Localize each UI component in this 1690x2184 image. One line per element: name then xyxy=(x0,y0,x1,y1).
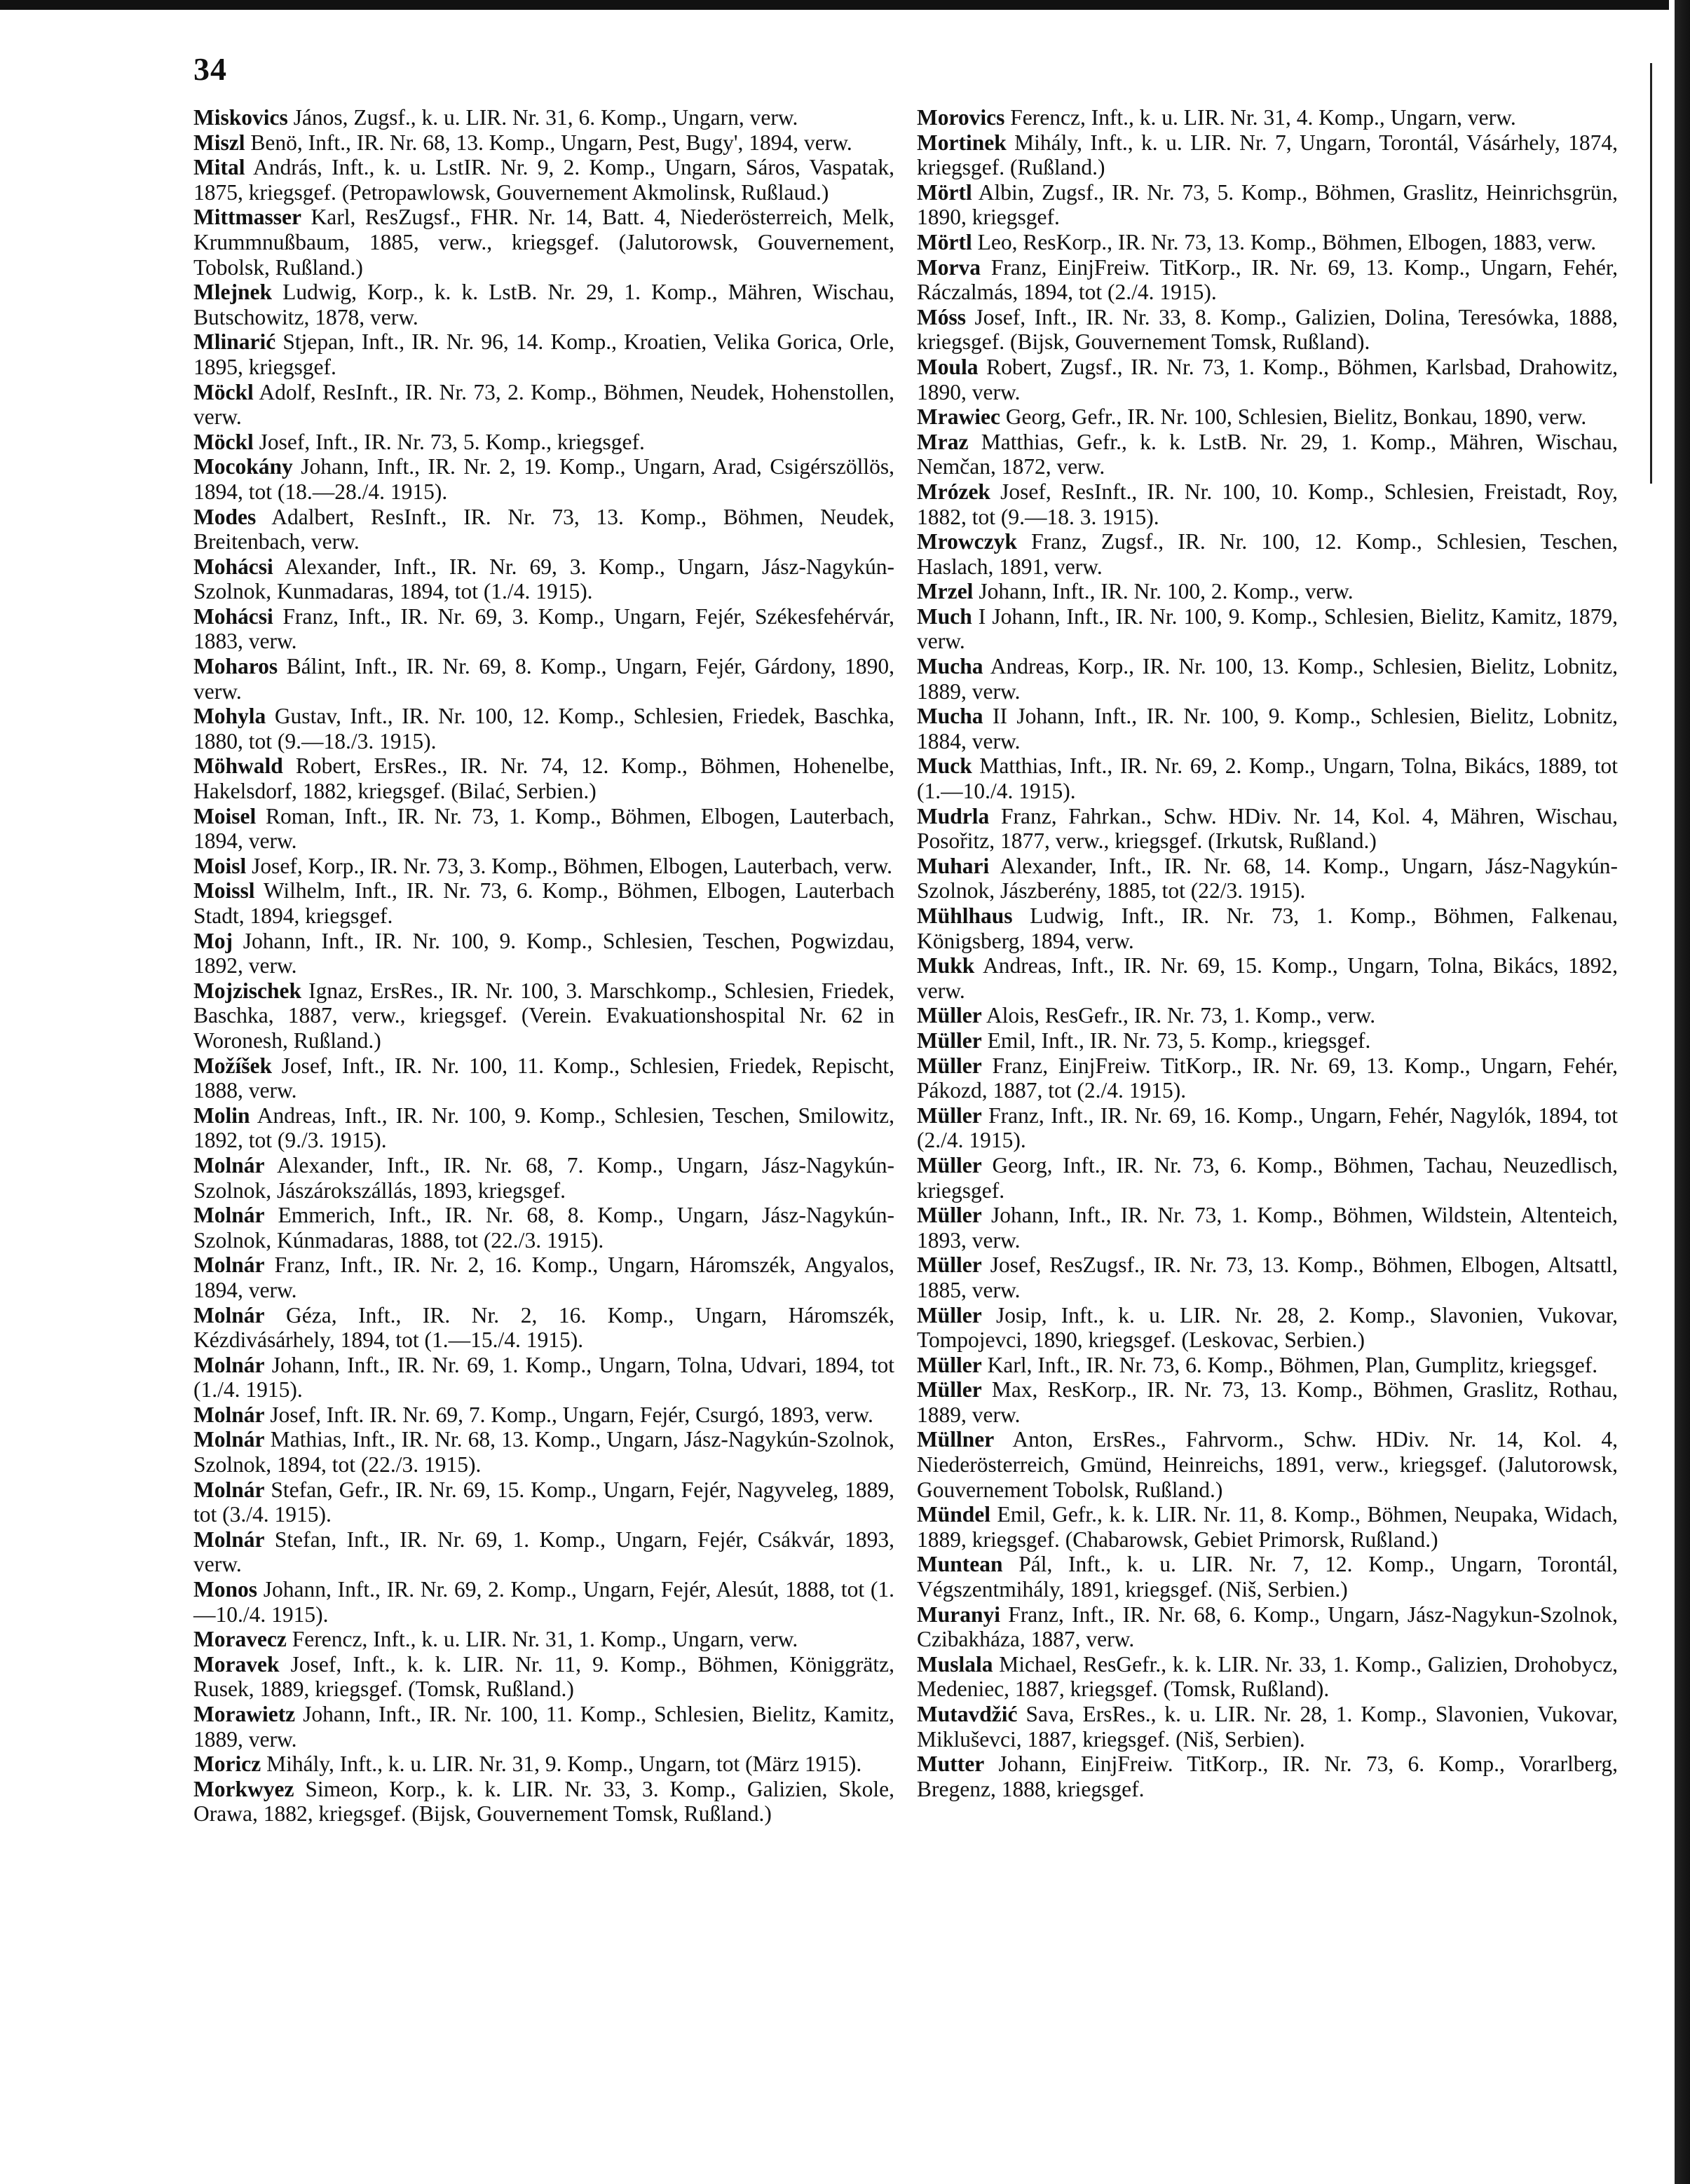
entry-surname: Moravecz xyxy=(193,1627,287,1652)
entry-surname: Móss xyxy=(917,304,966,329)
scan-border-right xyxy=(1669,0,1690,2184)
list-entry xyxy=(193,430,894,455)
entry-surname: Morawietz xyxy=(193,1702,296,1726)
entry-surname: Moissl xyxy=(193,878,255,903)
entry-surname: Mrzel xyxy=(917,579,974,604)
list-entry xyxy=(917,1003,1618,1028)
list-entry xyxy=(917,230,1618,255)
entry-details: II Johann, Inft., IR. Nr. 100, 9. Komp., Schlesien, Bielitz, Lobnitz, 1884, verw. xyxy=(917,704,1619,753)
entry-surname: Mrawiec xyxy=(917,404,1000,430)
entry-details: Ferencz, Inft., k. u. LIR. Nr. 31, 1. Komp., Ungarn, verw. xyxy=(292,1627,798,1652)
entry-details: Max, ResKorp., IR. Nr. 73, 13. Komp., Böhmen, Graslitz, Rothau, 1889, verw. xyxy=(917,1377,1619,1427)
entry-details: Mihály, Inft., k. u. LIR. Nr. 31, 9. Komp., Ungarn, tot (März 1915). xyxy=(266,1752,862,1777)
entry-details: Johann, EinjFreiw. TitKorp., IR. Nr. 73, 6. Komp., Vorarlberg, Bregenz, 1888, kriegsgef. xyxy=(917,1752,1619,1801)
entry-surname: Mühlhaus xyxy=(917,903,1013,928)
entry-surname: Mukk xyxy=(917,953,975,978)
entry-details: Wilhelm, Inft., IR. Nr. 73, 6. Komp., Böhmen, Elbogen, Lauterbach Stadt, 1894, kriegsgef. xyxy=(193,878,894,928)
entry-details: Johann, Inft., IR. Nr. 69, 1. Komp., Ungarn, Tolna, Udvari, 1894, tot (1./4. 1915). xyxy=(193,1352,894,1402)
entry-details: Robert, Zugsf., IR. Nr. 73, 1. Komp., Böhmen, Karlsbad, Drahowitz, 1890, verw. xyxy=(917,354,1618,404)
entry-details: Simeon, Korp., k. k. LIR. Nr. 33, 3. Komp., Galizien, Skole, Orawa, 1882, kriegsgef. (Bijsk, Gouvernement Tomsk, Rußland.) xyxy=(193,1776,895,1827)
entry-details: Robert, ErsRes., IR. Nr. 74, 12. Komp., Böhmen, Hohenelbe, Hakelsdorf, 1882, kriegsgef. (Bilać, Serbien.) xyxy=(193,753,894,804)
entry-surname: Müller xyxy=(917,1152,982,1178)
entry-details: Emil, Gefr., k. k. LIR. Nr. 11, 8. Komp., Böhmen, Neupaka, Widach, 1889, kriegsgef. (Chabarowsk, Gebiet Primorsk, Rußland.) xyxy=(917,1502,1619,1552)
list-entry xyxy=(917,1353,1618,1378)
entry-details: I Johann, Inft., IR. Nr. 100, 9. Komp., Schlesien, Bielitz, Kamitz, 1879, verw. xyxy=(917,603,1618,654)
list-entry xyxy=(193,854,894,879)
list-entry xyxy=(193,554,894,604)
entry-surname: Mucha xyxy=(917,704,983,729)
entry-details: Alexander, Inft., IR. Nr. 68, 14. Komp., Ungarn, Jász-Nagykún-Szolnok, Jászberény, 1885, tot (22/3. 1915). xyxy=(917,853,1619,903)
entry-surname: Moula xyxy=(917,354,979,379)
list-entry xyxy=(917,1103,1618,1153)
list-entry xyxy=(193,454,894,504)
entry-surname: Mital xyxy=(193,155,245,180)
entry-details: Emil, Inft., IR. Nr. 73, 5. Komp., kriegsgef. xyxy=(987,1028,1371,1053)
entry-surname: Mraz xyxy=(917,429,969,454)
list-entry xyxy=(917,604,1618,654)
entry-surname: Moharos xyxy=(193,654,278,679)
entry-surname: Molin xyxy=(193,1103,250,1128)
entry-details: Alois, ResGefr., IR. Nr. 73, 1. Komp., verw. xyxy=(986,1003,1376,1028)
list-entry xyxy=(193,505,894,554)
list-entry xyxy=(193,1627,894,1652)
list-entry xyxy=(193,205,894,280)
list-entry xyxy=(917,953,1618,1003)
entry-details: Josef, Inft., IR. Nr. 100, 11. Komp., Schlesien, Friedek, Repischt, 1888, verw. xyxy=(193,1053,895,1103)
entry-details: Ludwig, Inft., IR. Nr. 73, 1. Komp., Böhmen, Falkenau, Königsberg, 1894, verw. xyxy=(917,903,1619,953)
list-entry xyxy=(193,1777,894,1827)
page-curl-line xyxy=(1650,63,1662,484)
entry-surname: Monos xyxy=(193,1577,258,1602)
list-entry xyxy=(917,255,1618,305)
list-entry xyxy=(917,1377,1618,1427)
entry-surname: Mohácsi xyxy=(193,603,273,629)
entry-surname: Miskovics xyxy=(193,105,288,130)
list-entry xyxy=(917,1028,1618,1053)
list-entry xyxy=(917,903,1618,953)
entry-details: Albin, Zugsf., IR. Nr. 73, 5. Komp., Böhmen, Graslitz, Heinrichsgrün, 1890, kriegsgef. xyxy=(917,179,1618,230)
list-entry xyxy=(917,1203,1618,1253)
left-column xyxy=(193,105,894,1827)
entry-details: Franz, EinjFreiw. TitKorp., IR. Nr. 69, 13. Komp., Ungarn, Fehér, Pákozd, 1887, tot (2./4. 1915). xyxy=(917,1053,1618,1103)
entry-surname: Much xyxy=(917,603,972,629)
entry-surname: Müller xyxy=(917,1377,982,1402)
entry-details: Pál, Inft., k. u. LIR. Nr. 7, 12. Komp., Ungarn, Torontál, Végszentmihály, 1891, kriegsgef. (Niš, Serbien.) xyxy=(917,1552,1618,1602)
entry-surname: Möckl xyxy=(193,429,254,454)
entry-surname: Moisel xyxy=(193,803,257,828)
list-entry xyxy=(193,1203,894,1253)
entry-surname: Mrowczyk xyxy=(917,529,1017,554)
entry-surname: Mörtl xyxy=(917,229,972,254)
entry-details: Alexander, Inft., IR. Nr. 69, 3. Komp., Ungarn, Jász-Nagykún-Szolnok, Kunmadaras, 1894, tot (1./4. 1915). xyxy=(193,554,895,604)
entry-surname: Molnár xyxy=(193,1253,265,1278)
entry-details: Georg, Inft., IR. Nr. 73, 6. Komp., Böhmen, Tachau, Neuzedlisch, kriegsgef. xyxy=(917,1152,1618,1203)
entry-details: Franz, Inft., IR. Nr. 69, 3. Komp., Ungarn, Fejér, Székesfehérvár, 1883, verw. xyxy=(193,603,894,654)
entry-surname: Möhwald xyxy=(193,753,283,779)
entry-surname: Miszl xyxy=(193,130,245,155)
list-entry xyxy=(917,1752,1618,1801)
list-entry xyxy=(917,854,1618,903)
entry-surname: Müllner xyxy=(917,1427,995,1452)
list-entry xyxy=(193,1577,894,1627)
entry-details: János, Zugsf., k. u. LIR. Nr. 31, 6. Komp., Ungarn, verw. xyxy=(293,105,798,130)
entry-surname: Möckl xyxy=(193,379,254,404)
entry-surname: Müller xyxy=(917,1352,982,1377)
list-entry xyxy=(917,804,1618,854)
entry-details: Johann, Inft., IR. Nr. 100, 11. Komp., Schlesien, Bielitz, Kamitz, 1889, verw. xyxy=(193,1702,894,1752)
entry-details: Andreas, Inft., IR. Nr. 100, 9. Komp., Schlesien, Teschen, Smilowitz, 1892, tot (9./3. 1915). xyxy=(193,1103,894,1153)
entry-details: Andreas, Korp., IR. Nr. 100, 13. Komp., Schlesien, Bielitz, Lobnitz, 1889, verw. xyxy=(917,654,1618,704)
list-entry xyxy=(193,1702,894,1752)
entry-details: Anton, ErsRes., Fahrvorm., Schw. HDiv. Nr. 14, Kol. 4, Niederösterreich, Gmünd, Heinreichs, 1891, verw., kriegsgef. (Jalutorowsk, Gouvernement Tobolsk, Rußland.) xyxy=(917,1427,1618,1502)
entry-details: Géza, Inft., IR. Nr. 2, 16. Komp., Ungarn, Háromszék, Kézdivásárhely, 1894, tot (1.—15./4. 1915). xyxy=(193,1302,895,1353)
list-entry xyxy=(917,1552,1618,1602)
list-entry xyxy=(193,978,894,1053)
entry-details: Michael, ResGefr., k. k. LIR. Nr. 33, 1. Komp., Galizien, Drohobycz, Medeniec, 1887, kriegsgef. (Tomsk, Rußland). xyxy=(917,1651,1619,1702)
entry-surname: Mucha xyxy=(917,654,983,679)
list-entry xyxy=(917,704,1618,753)
entry-surname: Muntean xyxy=(917,1552,1003,1577)
list-entry xyxy=(917,579,1618,604)
list-entry xyxy=(917,1602,1618,1652)
list-entry xyxy=(917,404,1618,430)
list-entry xyxy=(917,355,1618,404)
entry-surname: Molnár xyxy=(193,1152,265,1178)
entry-surname: Mohyla xyxy=(193,704,266,729)
list-entry xyxy=(193,1752,894,1777)
list-entry xyxy=(917,753,1618,803)
entry-surname: Müller xyxy=(917,1203,982,1228)
entry-surname: Molnár xyxy=(193,1427,265,1452)
list-entry xyxy=(193,654,894,704)
entry-details: Josef, Inft., k. k. LIR. Nr. 11, 9. Komp., Böhmen, Königgrätz, Rusek, 1889, kriegsgef. (Tomsk, Rußland.) xyxy=(193,1651,895,1702)
entry-surname: Mortinek xyxy=(917,130,1007,155)
list-entry xyxy=(193,329,894,379)
entry-details: Franz, Fahrkan., Schw. HDiv. Nr. 14, Kol. 4, Mähren, Wischau, Posořitz, 1877, verw., kriegsgef. (Irkutsk, Rußland.) xyxy=(917,803,1619,854)
list-entry xyxy=(193,155,894,205)
entry-surname: Mutter xyxy=(917,1752,985,1777)
entry-surname: Mlejnek xyxy=(193,280,272,305)
entry-details: Emmerich, Inft., IR. Nr. 68, 8. Komp., Ungarn, Jász-Nagykún-Szolnok, Kúnmadaras, 1888, tot (22./3. 1915). xyxy=(193,1203,894,1253)
entry-surname: Muslala xyxy=(917,1651,993,1677)
entry-details: Stefan, Inft., IR. Nr. 69, 1. Komp., Ungarn, Fejér, Csákvár, 1893, verw. xyxy=(193,1527,894,1577)
list-entry xyxy=(193,804,894,854)
entry-details: Josef, Inft., IR. Nr. 73, 5. Komp., kriegsgef. xyxy=(259,429,645,454)
entry-surname: Muhari xyxy=(917,853,990,878)
list-entry xyxy=(917,130,1618,180)
entry-details: Ignaz, ErsRes., IR. Nr. 100, 3. Marschkomp., Schlesien, Friedek, Baschka, 1887, verw., kriegsgef. (Verein. Evakuationshospital Nr. 62 in Woronesh, Rußland.) xyxy=(193,978,894,1053)
list-entry xyxy=(193,1103,894,1153)
entry-details: Mihály, Inft., k. u. LIR. Nr. 7, Ungarn, Torontál, Vásárhely, 1874, kriegsgef. (Rußland.) xyxy=(917,130,1618,180)
list-entry xyxy=(917,1502,1618,1552)
list-entry xyxy=(917,1652,1618,1702)
entry-surname: Moj xyxy=(193,928,233,953)
entry-surname: Mörtl xyxy=(917,179,972,205)
list-entry xyxy=(193,1303,894,1353)
entry-surname: Moricz xyxy=(193,1752,261,1777)
entry-surname: Morva xyxy=(917,254,981,280)
list-entry xyxy=(917,654,1618,704)
entry-surname: Mudrla xyxy=(917,803,990,828)
entry-details: Josef, Inft., IR. Nr. 33, 8. Komp., Galizien, Dolina, Teresówka, 1888, kriegsgef. (Bijsk, Gouvernement Tomsk, Rußland). xyxy=(917,304,1619,355)
list-entry xyxy=(193,130,894,156)
entry-details: Franz, Inft., IR. Nr. 2, 16. Komp., Ungarn, Háromszék, Angyalos, 1894, verw. xyxy=(193,1253,894,1302)
list-entry xyxy=(917,1303,1618,1353)
entry-details: Benö, Inft., IR. Nr. 68, 13. Komp., Ungarn, Pest, Bugy', 1894, verw. xyxy=(250,130,852,155)
entry-details: Johann, Inft., IR. Nr. 2, 19. Komp., Ungarn, Arad, Csigérszöllös, 1894, tot (18.—28./4. 1915). xyxy=(193,454,895,504)
list-entry xyxy=(193,380,894,430)
entry-surname: Mohácsi xyxy=(193,554,273,579)
list-entry xyxy=(917,1427,1618,1502)
entry-surname: Morovics xyxy=(917,105,1005,130)
entry-details: Franz, Inft., IR. Nr. 69, 16. Komp., Ungarn, Fehér, Nagylók, 1894, tot (2./4. 1915). xyxy=(917,1103,1619,1153)
list-entry xyxy=(193,878,894,928)
list-entry xyxy=(193,1053,894,1103)
entry-details: Georg, Gefr., IR. Nr. 100, Schlesien, Bielitz, Bonkau, 1890, verw. xyxy=(1005,404,1587,430)
entry-surname: Mojzischek xyxy=(193,978,301,1003)
entry-surname: Molnár xyxy=(193,1402,265,1427)
list-entry xyxy=(193,704,894,753)
list-entry xyxy=(193,1353,894,1402)
entry-details: Alexander, Inft., IR. Nr. 68, 7. Komp., Ungarn, Jász-Nagykún-Szolnok, Jászárokszállás, 1893, kriegsgef. xyxy=(193,1152,894,1203)
list-entry xyxy=(193,1153,894,1203)
entry-details: Gustav, Inft., IR. Nr. 100, 12. Komp., Schlesien, Friedek, Baschka, 1880, tot (9.—18./3. 1915). xyxy=(193,704,894,753)
entry-details: Johann, Inft., IR. Nr. 100, 2. Komp., verw. xyxy=(979,579,1354,604)
entry-details: Andreas, Inft., IR. Nr. 69, 15. Komp., Ungarn, Tolna, Bikács, 1892, verw. xyxy=(917,953,1618,1003)
entry-surname: Müller xyxy=(917,1253,982,1278)
entry-surname: Molnár xyxy=(193,1477,265,1502)
entry-details: Stefan, Gefr., IR. Nr. 69, 15. Komp., Ungarn, Fejér, Nagyveleg, 1889, tot (3./4. 1915). xyxy=(193,1477,894,1527)
entry-details: Sava, ErsRes., k. u. LIR. Nr. 28, 1. Komp., Slavonien, Vukovar, Mikluševci, 1887, kriegsgef. (Niš, Serbien). xyxy=(917,1702,1618,1752)
entry-surname: Mittmasser xyxy=(193,205,301,230)
entry-surname: Muranyi xyxy=(917,1602,1001,1627)
list-entry xyxy=(193,1402,894,1428)
entry-details: Johann, Inft., IR. Nr. 69, 2. Komp., Ungarn, Fejér, Alesút, 1888, tot (1.—10./4. 1915). xyxy=(193,1577,894,1627)
entry-details: Roman, Inft., IR. Nr. 73, 1. Komp., Böhmen, Elbogen, Lauterbach, 1894, verw. xyxy=(193,803,894,854)
entry-surname: Modes xyxy=(193,504,257,529)
list-entry xyxy=(917,1253,1618,1302)
list-entry xyxy=(193,1427,894,1477)
list-entry xyxy=(193,1477,894,1527)
entry-details: Stjepan, Inft., IR. Nr. 96, 14. Komp., Kroatien, Velika Gorica, Orle, 1895, kriegsgef. xyxy=(193,329,895,379)
list-entry xyxy=(193,280,894,329)
list-entry xyxy=(193,1527,894,1577)
entry-details: Adalbert, ResInft., IR. Nr. 73, 13. Komp., Böhmen, Neudek, Breitenbach, verw. xyxy=(193,504,894,554)
entry-details: Johann, Inft., IR. Nr. 73, 1. Komp., Böhmen, Wildstein, Altenteich, 1893, verw. xyxy=(917,1203,1619,1253)
list-entry xyxy=(193,929,894,978)
entry-details: Matthias, Inft., IR. Nr. 69, 2. Komp., Ungarn, Tolna, Bikács, 1889, tot (1.—10./4. 1915). xyxy=(917,753,1618,804)
list-entry xyxy=(193,604,894,654)
entry-details: Josip, Inft., k. u. LIR. Nr. 28, 2. Komp., Slavonien, Vukovar, Tompojevci, 1890, kriegsgef. (Leskovac, Serbien.) xyxy=(917,1302,1619,1353)
list-entry xyxy=(917,105,1618,130)
page-number: 34 xyxy=(193,51,227,87)
entry-surname: Müller xyxy=(917,1028,982,1053)
list-entry xyxy=(193,1652,894,1702)
entry-surname: Molnár xyxy=(193,1527,265,1552)
entry-surname: Mocokány xyxy=(193,454,293,479)
entry-surname: Molnár xyxy=(193,1352,265,1377)
entry-details: Adolf, ResInft., IR. Nr. 73, 2. Komp., Böhmen, Neudek, Hohenstollen, verw. xyxy=(193,379,894,430)
scan-border-top xyxy=(0,0,1690,10)
entry-details: Johann, Inft., IR. Nr. 100, 9. Komp., Schlesien, Teschen, Pogwizdau, 1892, verw. xyxy=(193,928,894,978)
entry-surname: Muck xyxy=(917,753,972,779)
entry-surname: Mündel xyxy=(917,1502,991,1527)
entry-details: Franz, Zugsf., IR. Nr. 100, 12. Komp., Schlesien, Teschen, Haslach, 1891, verw. xyxy=(917,529,1618,579)
entry-details: Franz, Inft., IR. Nr. 68, 6. Komp., Ungarn, Jász-Nagykun-Szolnok, Czibakháza, 1887, verw. xyxy=(917,1602,1618,1652)
entry-details: Josef, Inft. IR. Nr. 69, 7. Komp., Ungarn, Fejér, Csurgó, 1893, verw. xyxy=(270,1402,873,1427)
entry-surname: Mlinarić xyxy=(193,329,276,355)
entry-surname: Moisl xyxy=(193,853,247,878)
entry-surname: Müller xyxy=(917,1302,982,1328)
entry-surname: Mutavdžić xyxy=(917,1702,1018,1726)
entry-surname: Možíšek xyxy=(193,1053,272,1078)
entry-surname: Müller xyxy=(917,1103,982,1128)
entry-details: Josef, ResInft., IR. Nr. 100, 10. Komp., Schlesien, Freistadt, Roy, 1882, tot (9.—18. 3. 1915). xyxy=(917,479,1618,529)
entry-details: Franz, EinjFreiw. TitKorp., IR. Nr. 69, 13. Komp., Ungarn, Fehér, Ráczalmás, 1894, tot (2./4. 1915). xyxy=(917,254,1618,305)
entry-details: András, Inft., k. u. LstIR. Nr. 9, 2. Komp., Ungarn, Sáros, Vaspatak, 1875, kriegsgef. (Petropawlowsk, Gouvernement Akmolinsk, Rußlaud.) xyxy=(193,155,894,205)
list-entry xyxy=(917,1702,1618,1752)
entry-surname: Müller xyxy=(917,1003,982,1028)
entry-surname: Molnár xyxy=(193,1203,265,1228)
right-column xyxy=(917,105,1618,1801)
list-entry xyxy=(917,180,1618,230)
list-entry xyxy=(917,305,1618,355)
entry-details: Josef, Korp., IR. Nr. 73, 3. Komp., Böhmen, Elbogen, Lauterbach, verw. xyxy=(252,853,893,878)
list-entry xyxy=(193,753,894,803)
entry-details: Ludwig, Korp., k. k. LstB. Nr. 29, 1. Komp., Mähren, Wischau, Butschowitz, 1878, verw. xyxy=(193,280,895,329)
entry-details: Josef, ResZugsf., IR. Nr. 73, 13. Komp., Böhmen, Elbogen, Altsattl, 1885, verw. xyxy=(917,1253,1618,1302)
entry-surname: Müller xyxy=(917,1053,982,1078)
entry-details: Karl, Inft., IR. Nr. 73, 6. Komp., Böhmen, Plan, Gumplitz, kriegsgef. xyxy=(987,1352,1598,1377)
list-entry xyxy=(917,479,1618,529)
entry-surname: Morkwyez xyxy=(193,1776,294,1801)
entry-details: Bálint, Inft., IR. Nr. 69, 8. Komp., Ungarn, Fejér, Gárdony, 1890, verw. xyxy=(193,654,894,704)
entry-surname: Molnár xyxy=(193,1302,265,1328)
list-entry xyxy=(917,529,1618,579)
entry-details: Karl, ResZugsf., FHR. Nr. 14, Batt. 4, Niederösterreich, Melk, Krummnußbaum, 1885, verw., kriegsgef. (Jalutorowsk, Gouvernement, Tobolsk, Rußland.) xyxy=(193,205,894,280)
entry-details: Ferencz, Inft., k. u. LIR. Nr. 31, 4. Komp., Ungarn, verw. xyxy=(1010,105,1516,130)
entry-details: Matthias, Gefr., k. k. LstB. Nr. 29, 1. Komp., Mähren, Wischau, Nemčan, 1872, verw. xyxy=(917,429,1618,479)
entry-details: Mathias, Inft., IR. Nr. 68, 13. Komp., Ungarn, Jász-Nagykún-Szolnok, Szolnok, 1894, tot (22./3. 1915). xyxy=(193,1427,895,1477)
list-entry xyxy=(917,430,1618,479)
list-entry xyxy=(917,1053,1618,1103)
entry-details: Leo, ResKorp., IR. Nr. 73, 13. Komp., Böhmen, Elbogen, 1883, verw. xyxy=(977,229,1597,254)
list-entry xyxy=(193,1253,894,1302)
entry-surname: Moravek xyxy=(193,1651,280,1677)
list-entry xyxy=(917,1153,1618,1203)
entry-surname: Mrózek xyxy=(917,479,990,504)
list-entry xyxy=(193,105,894,130)
